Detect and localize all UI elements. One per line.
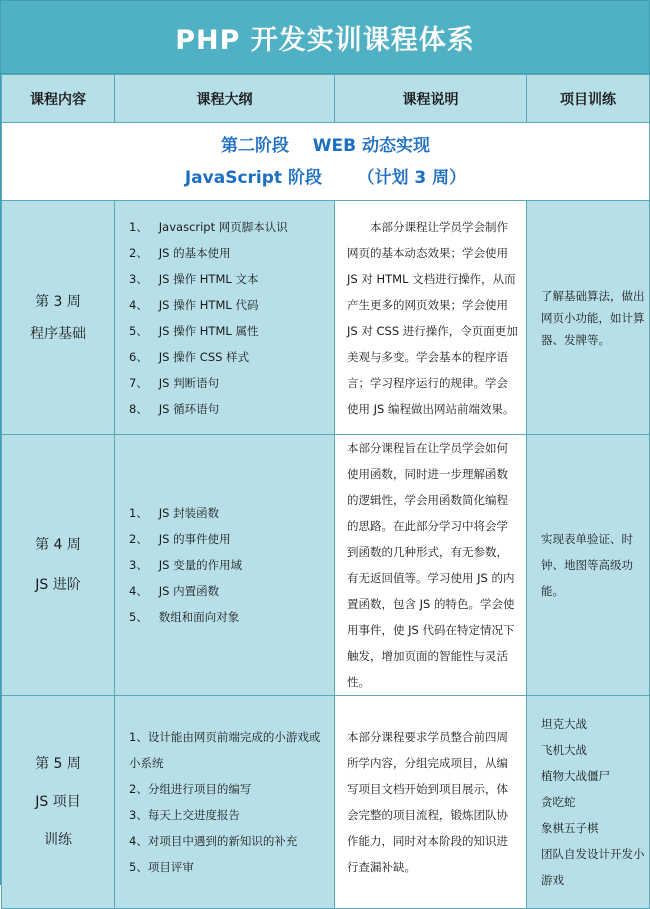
project-text: 了解基础算法，做出网页小功能，如计算器、发牌等。 [541,288,645,347]
description-text: 本部分课程旨在让学员学会如何使用函数，同时进一步理解函数的逻辑性，学会用函数简化编程的思路。在此部分学习中将会学到函数的几种形式，有无参数，有无返回值等。学习使用 JS 的内置函数，包含 JS 的特色。学会使用事件，使 JS 代码在特定情况下触发，增加页面的智能性与灵活性。 [347,441,515,689]
list-item: 1、 JS 封装函数 [129,506,220,520]
table-row [2,435,650,696]
description-cell [335,696,527,909]
outline-cell [115,696,335,909]
list-item: 1、设计能由网页前端完成的小游戏或小系统 [129,730,321,770]
stage-heading [2,123,650,201]
list-item: 坦克大战 [541,717,587,731]
week-topic: JS 项目 [35,794,81,810]
list-item: 2、 JS 的事件使用 [129,532,231,546]
page-title: PHP 开发实训课程体系 [1,1,649,74]
description-cell [335,201,527,435]
list-item: 5、 数组和面向对象 [129,610,240,624]
outline-cell [115,201,335,435]
table-row [2,696,650,909]
header-cell-outline: 课程大纲 [115,75,335,123]
list-item: 3、 JS 变量的作用域 [129,558,243,572]
list-item: 8、 JS 循环语句 [129,401,220,416]
outline-cell [115,435,335,696]
list-item: 4、对项目中遇到的新知识的补充 [129,834,298,848]
header-cell-content: 课程内容 [2,75,115,123]
project-cell [527,696,650,909]
description-cell [335,435,527,696]
week-cell [2,201,115,435]
stage-title: 第二阶段 WEB 动态实现 [221,135,430,156]
stage-row [2,123,650,201]
list-item: 贪吃蛇 [541,795,576,809]
week-topic: 程序基础 [30,325,86,342]
week-topic: 训练 [44,832,72,848]
header-cell-description: 课程说明 [335,75,527,123]
list-item: 4、 JS 内置函数 [129,584,220,598]
list-item: 团队自发设计开发小游戏 [541,847,645,887]
project-text: 实现表单验证、时钟、地图等高级功能。 [541,532,633,598]
course-table [1,74,650,909]
list-item: 2、 JS 的基本使用 [129,245,231,260]
header-row [2,75,650,123]
description-text: 本部分课程让学员学会制作网页的基本动态效果；学会使用 JS 对 HTML 文档进行操作，从而产生更多的网页效果；学会使用 JS 对 CSS 进行操作，令页面更加美观与多变。学会基本的程序语言；学习程序运行的规律。学会使用 JS 编程做出网站前端效果。 [347,219,518,416]
stage-subtitle: JavaScript 阶段 （计划 3 周） [184,167,467,188]
project-cell [527,435,650,696]
week-cell [2,435,115,696]
description-text: 本部分课程要求学员整合前四周所学内容，分组完成项目，从编写项目文档开始到项目展示，体会完整的项目流程，锻炼团队协作能力，同时对本阶段的知识进行查漏补缺。 [347,730,508,874]
week-label: 第 5 周 [35,756,81,772]
list-item: 3、 JS 操作 HTML 文本 [129,271,259,286]
list-item: 7、 JS 判断语句 [129,375,220,390]
list-item: 2、分组进行项目的编写 [129,782,252,796]
list-item: 5、项目评审 [129,860,194,874]
list-item: 4、 JS 操作 HTML 代码 [129,297,259,312]
week-topic: JS 进阶 [35,577,81,593]
project-cell [527,201,650,435]
list-item: 5、 JS 操作 HTML 属性 [129,323,259,338]
header-cell-project: 项目训练 [527,75,650,123]
week-cell [2,696,115,909]
list-item: 1、 Javascript 网页脚本认识 [129,219,288,234]
list-item: 3、每天上交进度报告 [129,808,240,822]
list-item: 6、 JS 操作 CSS 样式 [129,349,250,364]
list-item: 象棋五子棋 [541,821,599,835]
list-item: 飞机大战 [541,743,587,757]
list-item: 植物大战僵尸 [541,769,610,783]
week-label: 第 3 周 [35,293,81,310]
table-row [2,201,650,435]
week-label: 第 4 周 [35,537,81,553]
